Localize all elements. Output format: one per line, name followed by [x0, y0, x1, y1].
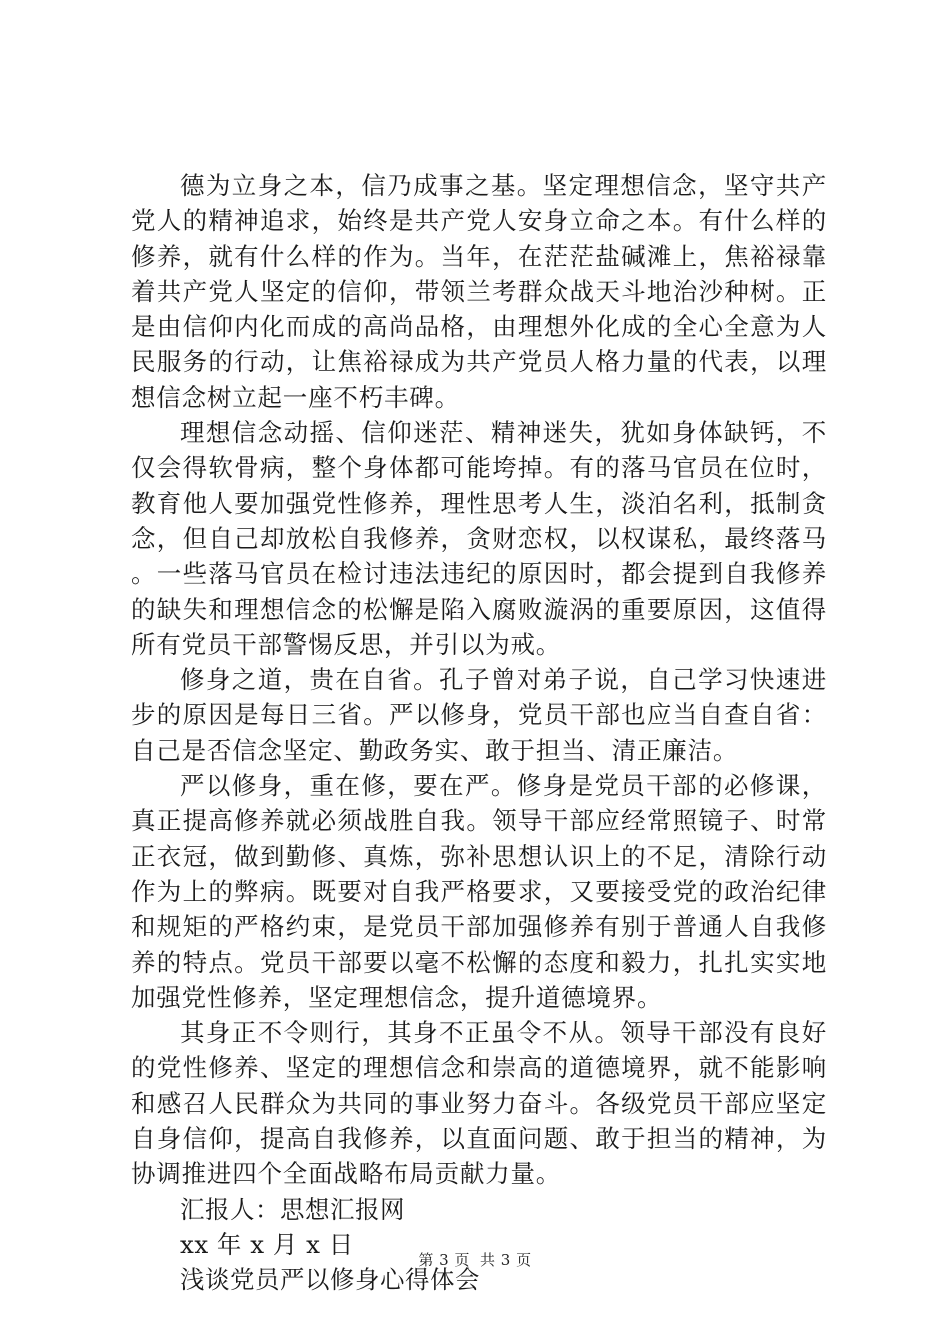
page-footer — [0, 1249, 950, 1270]
paragraph-4: 严以修身，重在修，要在严。修身是党员干部的必修课，真正提高修养就必须战胜自我。领导干部应经常照镜子、时常正衣冠，做到勤修、真炼，弥补思想认识上的不足，清除行动作为上的弊病。既要对自我严格要求，又要接受党的政治纪律和规矩的严格约束，是党员干部加强修养有别于普通人自我修养的特点。党员干部要以毫不松懈的态度和毅力，扎扎实实地加强党性修养，坚定理想信念，提升道德境界。 — [131, 771, 827, 1012]
paragraph-1: 德为立身之本，信乃成事之基。坚定理想信念，坚守共产党人的精神追求，始终是共产党人安身立命之本。有什么样的修养，就有什么样的作为。当年，在茫茫盐碱滩上，焦裕禄靠着共产党人坚定的信仰，带领兰考群众战天斗地治沙种树。正是由信仰内化而成的高尚品格，由理想外化成的全心全意为人民服务的行动，让焦裕禄成为共产党员人格力量的代表，以理想信念树立起一座不朽丰碑。 — [131, 171, 827, 412]
paragraph-2: 理想信念动摇、信仰迷茫、精神迷失，犹如身体缺钙，不仅会得软骨病，整个身体都可能垮掉。有的落马官员在位时，教育他人要加强党性修养，理性思考人生，淡泊名利，抵制贪念，但自己却放松自我修养，贪财恋权，以权谋私，最终落马。一些落马官员在检讨违法违纪的原因时，都会提到自我修养的缺失和理想信念的松懈是陷入腐败漩涡的重要原因，这值得所有党员干部警惕反思，并引以为戒。 — [131, 418, 827, 659]
paragraph-3: 修身之道，贵在自省。孔子曾对弟子说，自己学习快速进步的原因是每日三省。严以修身，党员干部也应当自查自省：自己是否信念坚定、勤政务实、敢于担当、清正廉洁。 — [131, 665, 827, 765]
next-article-title: 浅谈党员严以修身心得体会 — [180, 1265, 480, 1295]
date-line: xx 年 x 月 x 日 — [180, 1229, 354, 1259]
page-number-total: 共 3 页 — [480, 1251, 532, 1269]
document-body — [131, 168, 827, 1298]
reporter-line: 汇报人：思想汇报网 — [180, 1194, 405, 1224]
page-number-current: 第 3 页 — [418, 1251, 470, 1269]
paragraph-5: 其身正不令则行，其身不正虽令不从。领导干部没有良好的党性修养、坚定的理想信念和崇高的道德境界，就不能影响和感召人民群众为共同的事业努力奋斗。各级党员干部应坚定自身信仰，提高自我修养，以直面问题、敢于担当的精神，为协调推进四个全面战略布局贡献力量。 — [131, 1018, 827, 1189]
